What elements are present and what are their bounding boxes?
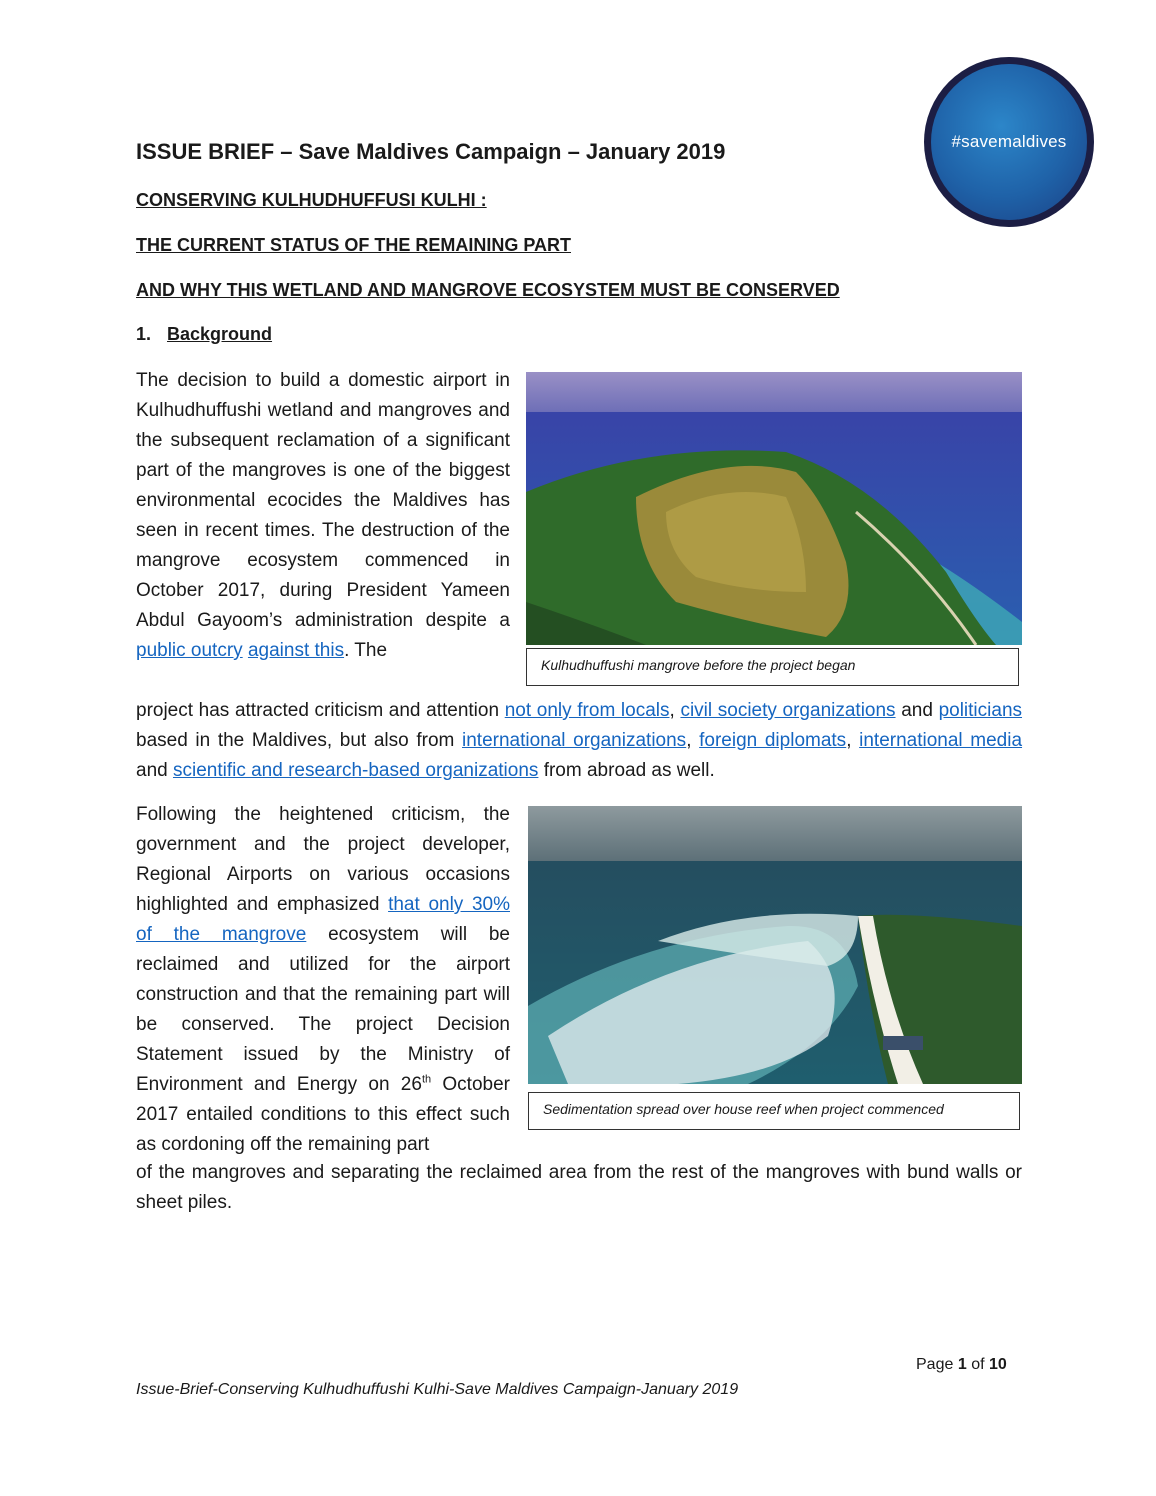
p1-cont-text: from abroad as well.: [543, 760, 715, 781]
figure-caption-1: Kulhudhuffushi mangrove before the project began: [526, 648, 1019, 686]
link-civil-society-organizations[interactable]: civil society organizations: [680, 700, 896, 721]
page-label: Page: [916, 1356, 954, 1373]
p2-text: October 2017 entailed conditions to this effect such as cordoning off the remaining part: [136, 1074, 510, 1155]
section-number: 1.: [136, 324, 152, 344]
link-international-media[interactable]: international media: [859, 730, 1023, 751]
page-title: ISSUE BRIEF – Save Maldives Campaign – January 2019: [136, 139, 726, 164]
p1-and: and: [136, 760, 168, 781]
p1-text: The decision to build a domestic airport in Kulhudhuffushi wetland and mangroves and the subsequent reclamation of a significant part of the mangroves is one of the biggest environmental ecocides the Maldives has seen in recent times. The destruction of the mangrove ecosystem commenced in October 2017, during President Yameen Abdul Gayoom’s administration despite a: [136, 370, 510, 631]
p1-comma: ,: [669, 700, 675, 721]
paragraph-1-continued: [136, 696, 1022, 786]
page-number: [916, 1356, 1007, 1374]
savemaldives-logo: [924, 57, 1094, 227]
link-against-this[interactable]: against this: [247, 640, 345, 661]
link-not-only-from-locals[interactable]: not only from locals: [504, 700, 670, 721]
p1-comma: ,: [686, 730, 692, 751]
link-politicians[interactable]: politicians: [938, 700, 1023, 721]
page-current: 1: [957, 1356, 967, 1373]
link-foreign-diplomats[interactable]: foreign diplomats: [699, 730, 847, 751]
section-heading: [136, 324, 272, 345]
paragraph-2-continued: of the mangroves and separating the reclaimed area from the rest of the mangroves with bund walls or sheet piles.: [136, 1162, 1022, 1213]
paragraph-1: [136, 366, 510, 666]
page-of: of: [971, 1356, 985, 1373]
p1-text-end: . The: [344, 640, 388, 661]
superscript-th: th: [421, 1073, 432, 1086]
figure-caption-2: Sedimentation spread over house reef when project commenced: [528, 1092, 1020, 1130]
link-public-outcry[interactable]: public outcry: [136, 640, 243, 661]
p2-text: ecosystem will be reclaimed and utilized for the airport construction and that the remaining part will be conserved. The project Decision Statement issued by the Ministry of Environment and Energy on 26: [136, 924, 510, 1095]
p1-and: and: [901, 700, 933, 721]
p1-comma: ,: [846, 730, 852, 751]
link-only-30-percent-mangrove[interactable]: that only 30% of the mangrove: [136, 894, 510, 945]
heading-why-conserve: AND WHY THIS WETLAND AND MANGROVE ECOSYSTEM MUST BE CONSERVED: [136, 280, 840, 300]
footer-text: Issue-Brief-Conserving Kulhudhuffushi Kulhi-Save Maldives Campaign-January 2019: [136, 1381, 739, 1398]
paragraph-2: [136, 800, 510, 1160]
heading-current-status: THE CURRENT STATUS OF THE REMAINING PART: [136, 235, 571, 255]
heading-conserving: CONSERVING KULHUDHUFFUSI KULHI :: [136, 190, 487, 210]
p1-cont-text: based in the Maldives, but also from: [136, 730, 455, 751]
link-scientific-research-organizations[interactable]: scientific and research-based organizations: [172, 760, 539, 781]
page-total: 10: [988, 1356, 1007, 1373]
section-title: Background: [167, 324, 273, 344]
link-international-organizations[interactable]: international organizations: [462, 730, 687, 751]
mangrove-photo: [526, 372, 1022, 645]
logo-text: #savemaldives: [931, 64, 1087, 220]
sedimentation-photo: [528, 806, 1022, 1084]
p2-text: Following the heightened criticism, the government and the project developer, Regional Airports on various occasions highlighted and emphasized: [136, 804, 510, 915]
p1-cont-text: project has attracted criticism and attention: [136, 700, 500, 721]
